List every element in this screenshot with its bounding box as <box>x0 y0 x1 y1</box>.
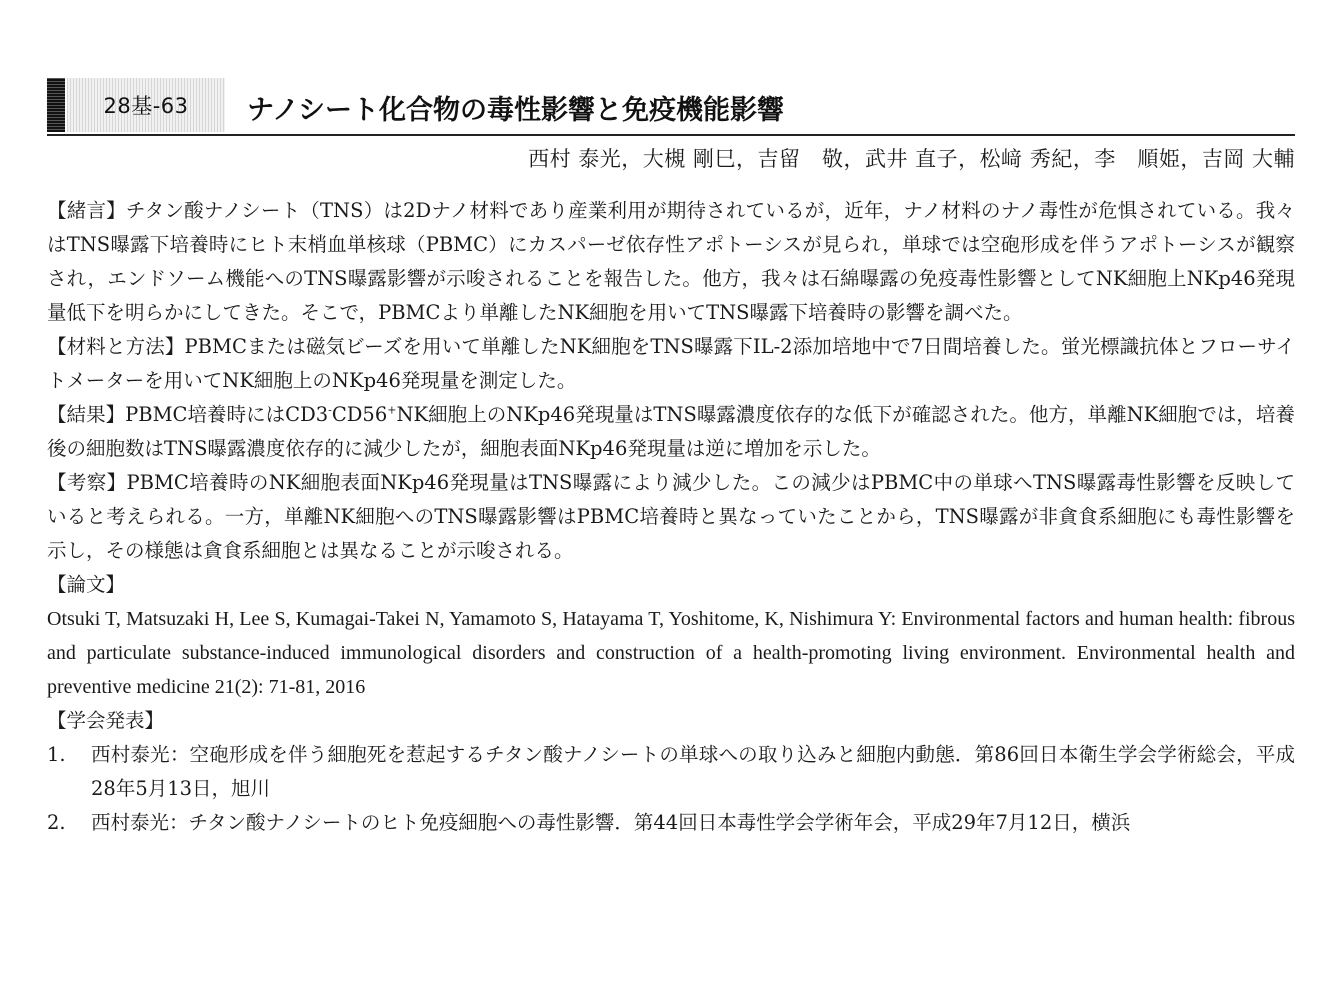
results-heading: 【結果】 <box>47 403 126 426</box>
author-list: 西村 泰光，大槻 剛巳，吉留 敬，武井 直子，松﨑 秀紀，李 順姫，吉岡 大輔 <box>528 147 1295 171</box>
report-code: 28基-63 <box>103 94 189 118</box>
intro-text: チタン酸ナノシート（TNS）は2Dナノ材料であり産業利用が期待されているが，近年，ナノ材料のナノ毒性が危惧されている。我々はTNS曝露下培養時にヒト末梢血単核球（PBMC）にカスパーゼ依存性アポトーシスが見られ，単球では空砲形成を伴うアポトーシスが観察され，エンドソーム機能へのTNS曝露影響が示唆されることを報告した。他方，我々は石綿曝露の免疫毒性影響としてNK細胞上NKp46発現量低下を明らかにしてきた。そこで，PBMCより単離したNK細胞を用いてTNS曝露下培養時の影響を調べた。 <box>47 199 1295 324</box>
methods-section <box>47 330 1295 398</box>
results-text-a: PBMC培養時にはCD3 <box>125 403 329 426</box>
report-header <box>47 76 1295 136</box>
methods-text: PBMCまたは磁気ビーズを用いて単離したNK細胞をTNS曝露下IL-2添加培地中で7日間培養した。蛍光標識抗体とフローサイトメーターを用いてNK細胞上のNKp46発現量を測定した。 <box>47 335 1295 392</box>
discussion-text: PBMC培養時のNK細胞表面NKp46発現量はTNS曝露により減少した。この減少はPBMC中の単球へTNS曝露毒性影響を反映していると考えられる。一方，単離NK細胞へのTNS曝露影響はPBMC培養時と異なっていたことから，TNS曝露が非貪食系細胞にも毒性影響を示し，その様態は貪食系細胞とは異なることが示唆される。 <box>47 471 1295 562</box>
presentations-heading: 【学会発表】 <box>47 709 165 732</box>
presentation-list <box>47 738 1295 840</box>
methods-heading: 【材料と方法】 <box>47 335 185 358</box>
list-item <box>47 806 1295 840</box>
report-code-box <box>67 78 225 132</box>
report-title: ナノシート化合物の毒性影響と免疫機能影響 <box>247 95 785 126</box>
header-accent-bar <box>47 78 65 132</box>
discussion-heading: 【考察】 <box>47 471 127 494</box>
papers-heading: 【論文】 <box>47 573 126 596</box>
discussion-section <box>47 466 1295 568</box>
results-sup-b: + <box>387 403 397 417</box>
list-item-number: 1. <box>47 743 66 766</box>
intro-section <box>47 194 1295 330</box>
intro-heading: 【緒言】 <box>47 199 126 222</box>
results-sup-a: - <box>328 403 332 417</box>
results-text-c: NK細胞上のNKp46発現量はTNS曝露濃度依存的な低下が確認された。他方，単離NK細胞では，培養後の細胞数はTNS曝露濃度依存的に減少したが，細胞表面NKp46発現量は逆に増加を示した。 <box>47 403 1295 460</box>
list-item-number: 2. <box>47 811 66 834</box>
results-text-b: CD56 <box>331 403 388 426</box>
list-item-text: 西村泰光：空砲形成を伴う細胞死を惹起するチタン酸ナノシートの単球への取り込みと細胞内動態．第86回日本衛生学会学術総会，平成28年5月13日，旭川 <box>91 743 1295 800</box>
paper-citation: Otsuki T, Matsuzaki H, Lee S, Kumagai-Takei N, Yamamoto S, Hatayama T, Yoshitome, K, Nishimura Y: Environmental factors and human health: fibrous and particulate substance-induced immunological disorders and construction of a health-promoting living environment. Environmental health and preventive medicine 21(2): 71-81, 2016 <box>47 608 1295 698</box>
report-body <box>47 194 1295 840</box>
list-item <box>47 738 1295 806</box>
list-item-text: 西村泰光：チタン酸ナノシートのヒト免疫細胞への毒性影響．第44回日本毒性学会学術年会，平成29年7月12日，横浜 <box>91 811 1131 834</box>
results-section <box>47 398 1295 466</box>
